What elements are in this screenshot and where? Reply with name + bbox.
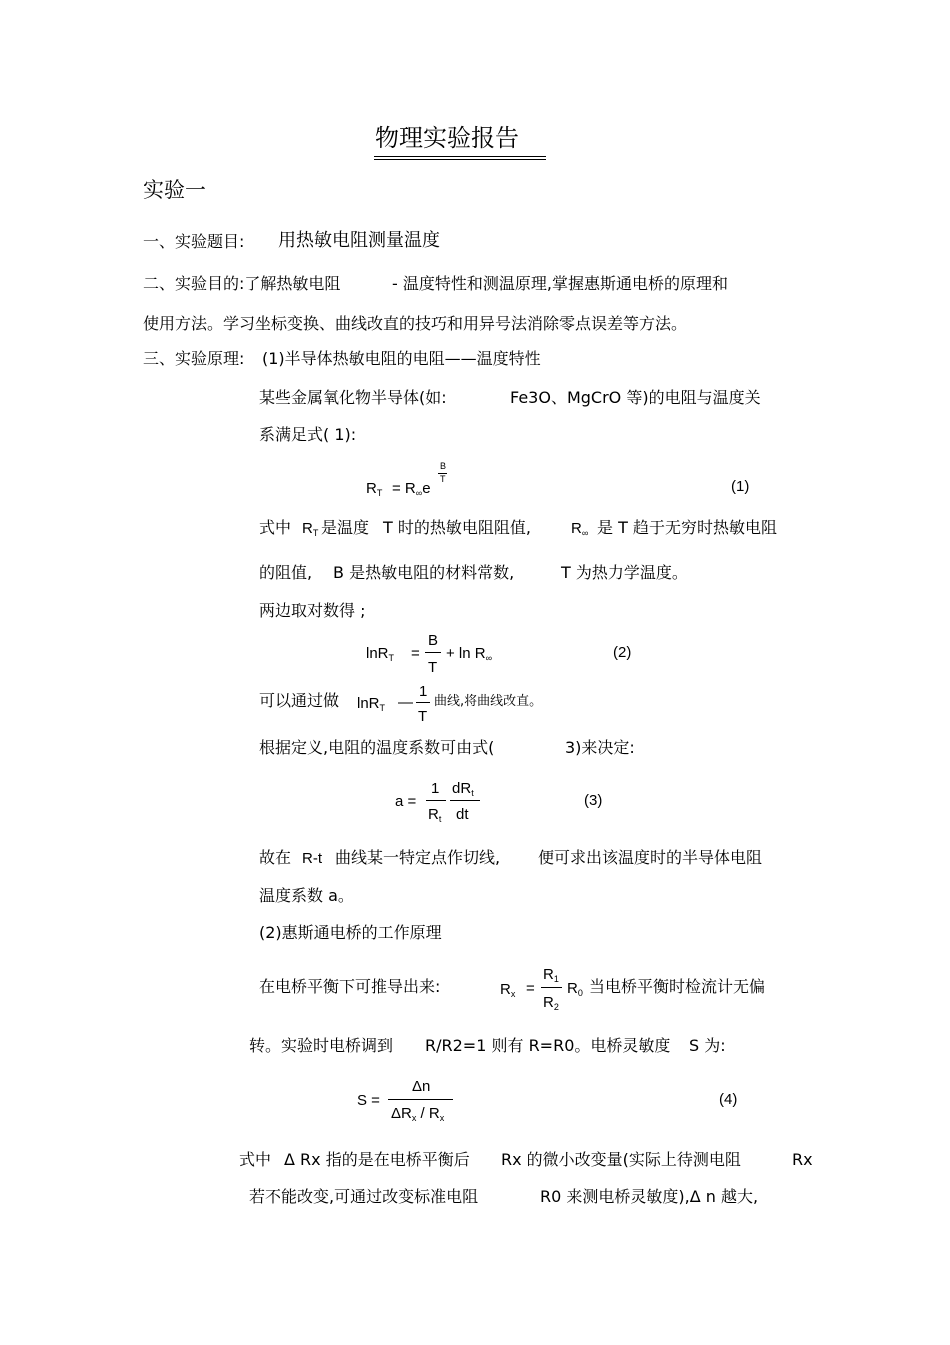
eq2-lhs: lnR$_T$	[366, 645, 395, 663]
para12-b: Δ Rx 指的是在电桥平衡后	[284, 1150, 470, 1169]
para3-c: 是温度	[321, 518, 370, 537]
para11-c: S 为:	[689, 1036, 726, 1055]
para8-b: R-t	[302, 850, 322, 867]
para6-frac-bar	[416, 702, 430, 703]
para9: 温度系数 a。	[259, 886, 354, 905]
eq2-eq: =	[411, 645, 420, 662]
para6-c: 曲线,将曲线改直。	[434, 694, 543, 709]
para6-b: lnR$_T$	[357, 695, 386, 713]
bridge-r0: $R_0$	[567, 980, 583, 998]
para10-a: 在电桥平衡下可推导出来:	[259, 977, 441, 996]
para13-a: 若不能改变,可通过改变标准电阻	[249, 1187, 479, 1206]
para5: 两边取对数得 ;	[259, 601, 366, 620]
eq4-frac-bar	[388, 1099, 453, 1100]
eq3-f1-bar	[426, 800, 446, 801]
para4-a: 的阻值,	[259, 563, 313, 582]
section2-line1-b: - 温度特性和测温原理,掌握惠斯通电桥的原理和	[392, 274, 728, 293]
bridge-lhs: $R_x$	[500, 981, 516, 999]
para1-a: 某些金属氧化物半导体(如:	[259, 388, 447, 407]
para8-c: 曲线某一特定点作切线,	[335, 848, 501, 867]
eq3-number: (3)	[584, 792, 603, 809]
para3-f: 是 T 趋于无穷时热敏电阻	[597, 518, 777, 537]
eq4-number: (4)	[719, 1091, 738, 1108]
para7-b: 3)来决定:	[565, 738, 635, 757]
para8-a: 故在	[259, 848, 292, 867]
para4-c: T 为热力学温度。	[561, 563, 688, 582]
eq3-lhs: a =	[395, 793, 417, 810]
eq3-f2-bot: dt	[456, 806, 469, 823]
page-title: 物理实验报告	[375, 124, 519, 152]
eq2-number: (2)	[613, 644, 632, 661]
eq2-frac-bar	[425, 652, 441, 653]
title-underline-1	[374, 156, 546, 157]
para8-d: 便可求出该温度时的半导体电阻	[538, 848, 763, 867]
eq4-lhs: S =	[357, 1092, 380, 1109]
eq4-frac-bot: $\Delta R_x / R_x$	[391, 1105, 445, 1123]
para3-e: $R_\infty$	[571, 520, 589, 538]
para13-b: R0 来测电桥灵敏度),Δ n 越大,	[540, 1187, 759, 1206]
para11-b: R/R2=1 则有 R=R0。电桥灵敏度	[425, 1036, 671, 1055]
section3-label: 三、实验原理:	[143, 349, 245, 368]
eq1-exp-den: T	[440, 474, 446, 484]
eq2-rhs: + $\ln R_\infty$	[446, 645, 493, 663]
section2-line2: 使用方法。学习坐标变换、曲线改直的技巧和用异号法消除零点误差等方法。	[143, 314, 688, 333]
para11-a: 转。实验时电桥调到	[249, 1036, 394, 1055]
section1-topic: 用热敏电阻测量温度	[278, 230, 440, 251]
bridge-eq: =	[526, 980, 535, 997]
eq4-frac-top: Δn	[412, 1078, 431, 1095]
para12-c: Rx 的微小改变量(实际上待测电阻	[501, 1150, 741, 1169]
title-underline-2	[374, 159, 546, 160]
bridge-frac-bot: $R_2$	[543, 994, 559, 1012]
para12-a: 式中	[239, 1150, 272, 1169]
eq3-f2-bar	[450, 800, 480, 801]
para12-d: Rx	[792, 1150, 813, 1169]
bridge-frac-bar	[541, 987, 562, 988]
para2: 系满足式( 1):	[259, 425, 357, 444]
eq3-f1-top: 1	[431, 780, 440, 797]
para6-a: 可以通过做	[259, 691, 340, 710]
experiment-heading: 实验一	[143, 178, 206, 202]
eq1-lhs: $R_T$	[366, 480, 383, 498]
para4-b: B 是热敏电阻的材料常数,	[333, 563, 515, 582]
eq1-rhs: = $R_\infty e$	[392, 480, 431, 498]
para6-frac-bot: T	[418, 708, 428, 725]
section1-label: 一、实验题目:	[143, 232, 245, 251]
section3-sub1: (1)半导体热敏电阻的电阻——温度特性	[262, 349, 541, 368]
eq2-frac-top: B	[428, 632, 439, 649]
section2-line1-a: 二、实验目的:了解热敏电阻	[143, 274, 341, 293]
para3-d: T 时的热敏电阻阻值,	[383, 518, 531, 537]
eq1-number: (1)	[731, 478, 750, 495]
para6-dash: —	[398, 694, 413, 711]
bridge-frac-top: $R_1$	[543, 966, 559, 984]
eq1-exp-num: B	[440, 461, 447, 471]
eq3-f2-top: $dR_t$	[452, 780, 474, 798]
para7-a: 根据定义,电阻的温度系数可由式(	[259, 738, 495, 757]
para1-b: Fe3O、MgCrO 等)的电阻与温度关	[510, 388, 761, 407]
para6-frac-top: 1	[419, 683, 428, 700]
eq3-f1-bot: $R_t$	[428, 806, 442, 824]
para10-b: 当电桥平衡时检流计无偏	[589, 977, 766, 996]
section3-sub2: (2)惠斯通电桥的工作原理	[259, 923, 442, 942]
para3-b: $R_T$	[302, 520, 319, 538]
eq2-frac-bot: T	[428, 659, 438, 676]
para3-a: 式中	[259, 518, 292, 537]
